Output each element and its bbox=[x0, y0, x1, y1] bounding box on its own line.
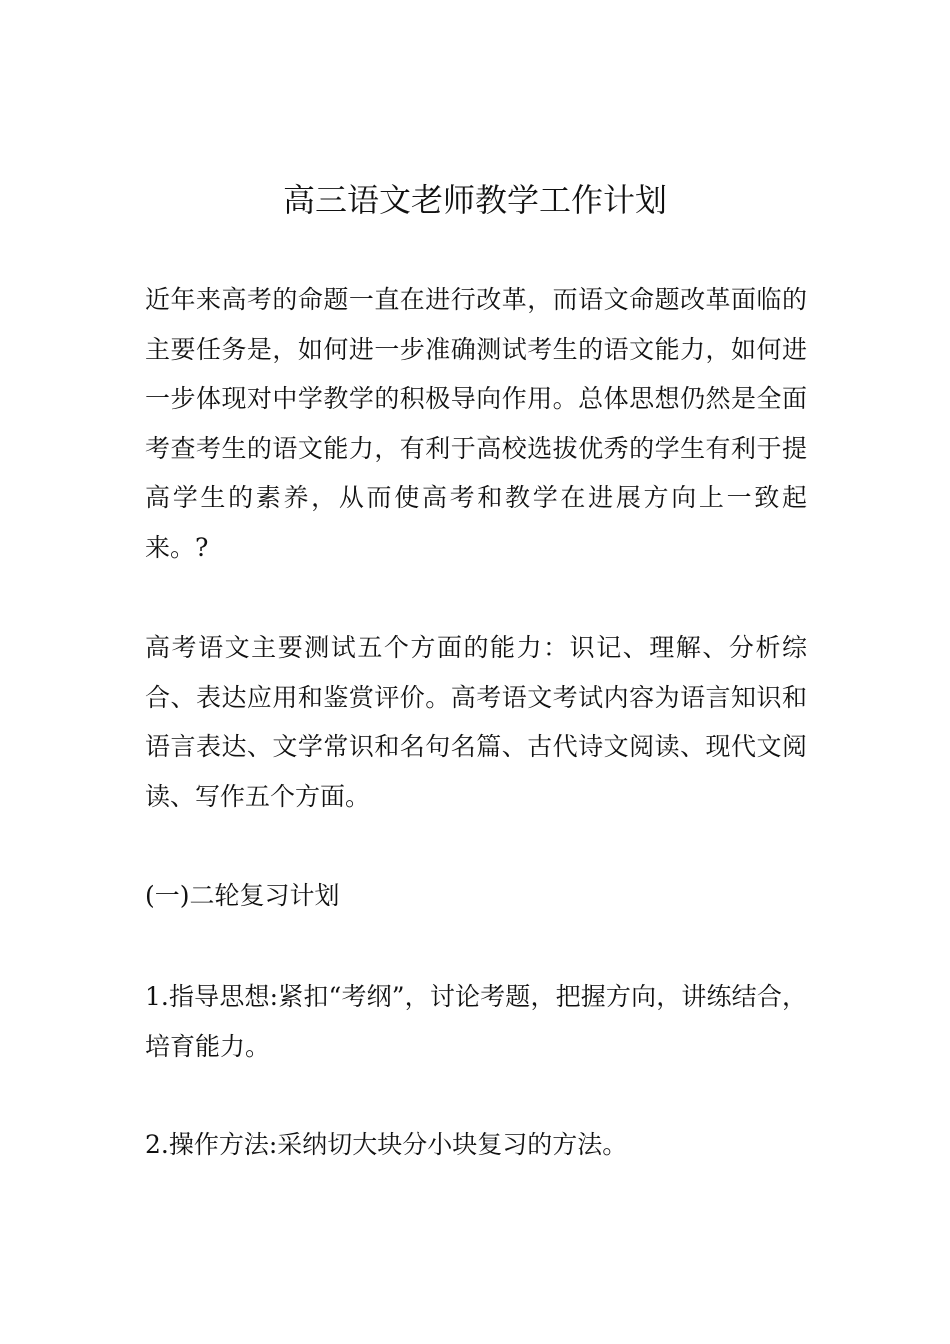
paragraph-guiding-idea: 1.指导思想:紧扣“考纲”，讨论考题，把握方向，讲练结合，培育能力。 bbox=[145, 982, 807, 1061]
paragraph-abilities: 高考语文主要测试五个方面的能力：识记、理解、分析综合、表达应用和鉴赏评价。高考语文考试内容为语言知识和语言表达、文学常识和名句名篇、古代诗文阅读、现代文阅读、写作五个方面。 bbox=[145, 633, 807, 811]
paragraph-intro: 近年来高考的命题一直在进行改革，而语文命题改革面临的主要任务是，如何进一步准确测试考生的语文能力，如何进一步体现对中学教学的积极导向作用。总体思想仍然是全面考查考生的语文能力，有利于高校选拔优秀的学生有利于提高学生的素养，从而使高考和教学在进展方向上一致起来。? bbox=[145, 285, 807, 562]
section-heading-review-plan: (一)二轮复习计划 bbox=[145, 881, 340, 910]
document-title: 高三语文老师教学工作计划 bbox=[282, 181, 667, 219]
paragraph-method: 2.操作方法:采纳切大块分小块复习的方法。 bbox=[145, 1130, 628, 1159]
